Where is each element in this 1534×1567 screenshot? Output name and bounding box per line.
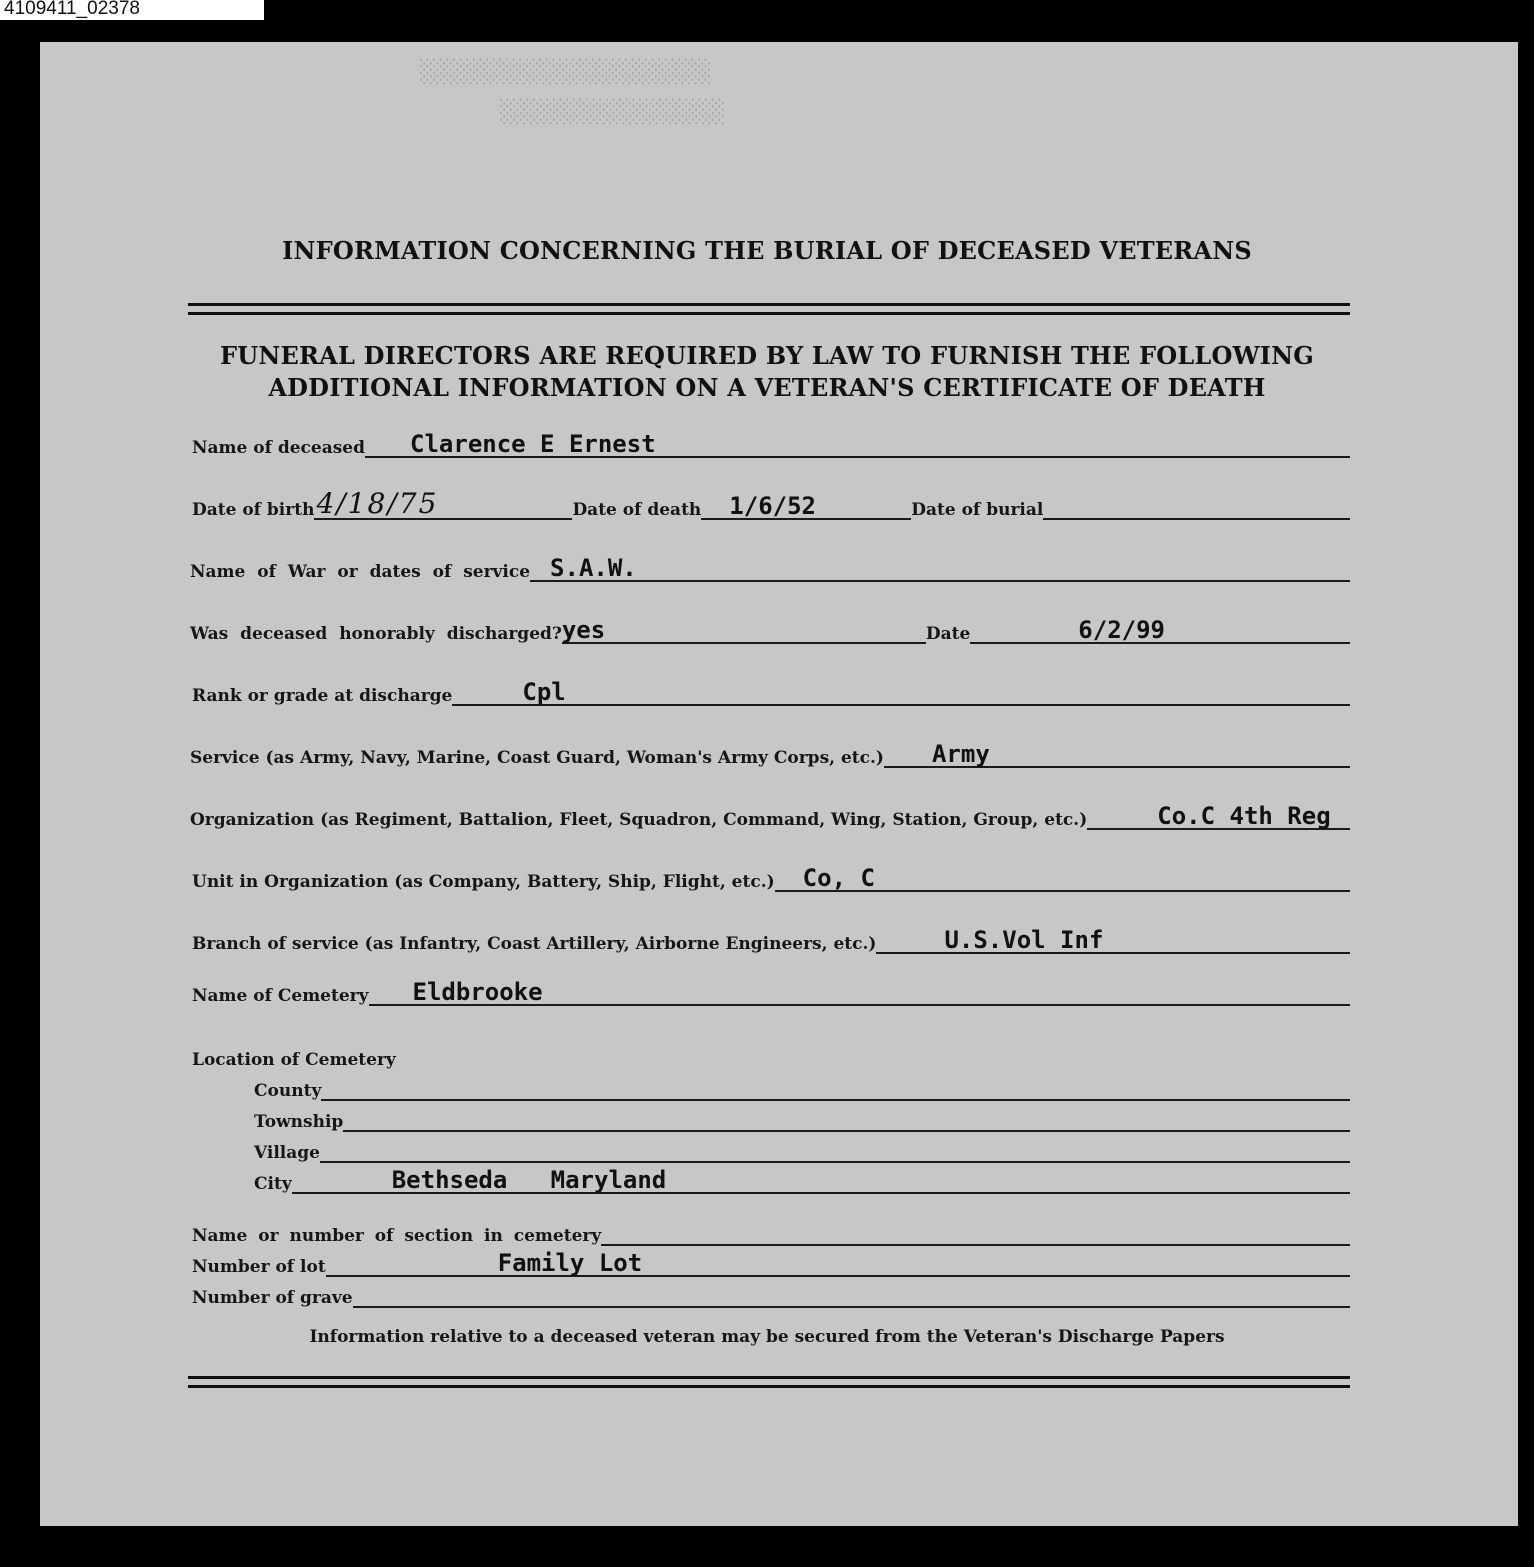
lot-value: Family Lot xyxy=(497,1249,643,1277)
section-label: Name or number of section in cemetery xyxy=(192,1226,602,1246)
organization-value: Co.C 4th Reg xyxy=(1157,802,1331,830)
form-subtitle xyxy=(0,340,1534,404)
form-title: INFORMATION CONCERNING THE BURIAL OF DECEASED VETERANS xyxy=(282,236,1252,265)
field-city xyxy=(254,1168,1350,1194)
branch-label: Branch of service (as Infantry, Coast Artillery, Airborne Engineers, etc.) xyxy=(192,934,877,954)
city-line[interactable] xyxy=(292,1166,1350,1194)
subtitle-line-2: ADDITIONAL INFORMATION ON A VETERAN'S CERTIFICATE OF DEATH xyxy=(268,373,1266,402)
field-grave xyxy=(192,1282,1350,1308)
name-line[interactable] xyxy=(365,430,1350,458)
grave-label: Number of grave xyxy=(192,1288,353,1308)
birth-label: Date of birth xyxy=(192,500,315,520)
lot-label: Number of lot xyxy=(192,1257,326,1277)
field-township xyxy=(254,1106,1350,1132)
organization-line[interactable] xyxy=(1087,802,1350,830)
frame-id: 4109411_02378 xyxy=(0,0,264,20)
unit-value: Co, C xyxy=(802,864,875,892)
grave-line[interactable] xyxy=(353,1284,1350,1308)
county-line[interactable] xyxy=(321,1077,1350,1101)
death-value: 1/6/52 xyxy=(729,492,816,520)
village-line[interactable] xyxy=(320,1139,1350,1163)
field-unit xyxy=(192,866,1350,892)
city-value: Bethseda Maryland xyxy=(391,1166,667,1194)
organization-label: Organization (as Regiment, Battalion, Fleet, Squadron, Command, Wing, Station, Group, etc.) xyxy=(190,810,1088,830)
discharge-date-label: Date xyxy=(925,624,971,644)
branch-line[interactable] xyxy=(876,926,1350,954)
birth-line[interactable] xyxy=(314,487,572,520)
subtitle-line-1: FUNERAL DIRECTORS ARE REQUIRED BY LAW TO FURNISH THE FOLLOWING xyxy=(219,341,1315,370)
field-branch xyxy=(192,928,1350,954)
field-name xyxy=(192,432,1350,458)
field-lot xyxy=(192,1251,1350,1277)
war-line[interactable] xyxy=(530,554,1350,582)
service-line[interactable] xyxy=(884,740,1350,768)
cemetery-label: Name of Cemetery xyxy=(192,986,369,1006)
county-label: County xyxy=(254,1081,322,1101)
branch-value: U.S.Vol Inf xyxy=(944,926,1104,954)
burial-line[interactable] xyxy=(1043,496,1350,520)
rank-line[interactable] xyxy=(452,678,1350,706)
location-label: Location of Cemetery xyxy=(192,1050,396,1070)
field-rank xyxy=(192,680,1350,706)
location-heading xyxy=(192,1044,792,1070)
field-county xyxy=(254,1075,1350,1101)
bleed-through-text: ░░░░░░░░░░░░░░░░░ xyxy=(500,100,726,125)
double-rule xyxy=(188,303,1350,315)
honorable-value: yes xyxy=(561,616,606,644)
field-cemetery xyxy=(192,980,1350,1006)
double-rule-bottom xyxy=(188,1376,1350,1388)
village-label: Village xyxy=(254,1143,320,1163)
field-organization xyxy=(190,804,1350,830)
war-label: Name of War or dates of service xyxy=(190,562,531,582)
honorable-label: Was deceased honorably discharged? xyxy=(190,624,562,644)
burial-label: Date of burial xyxy=(911,500,1044,520)
death-label: Date of death xyxy=(572,500,702,520)
service-value: Army xyxy=(931,740,990,768)
birth-value: 4/18/75 xyxy=(316,487,439,520)
unit-label: Unit in Organization (as Company, Battery, Ship, Flight, etc.) xyxy=(192,872,775,892)
field-war xyxy=(190,556,1350,582)
rank-label: Rank or grade at discharge xyxy=(192,686,453,706)
township-label: Township xyxy=(254,1112,344,1132)
section-line[interactable] xyxy=(601,1222,1350,1246)
lot-line[interactable] xyxy=(326,1249,1350,1277)
unit-line[interactable] xyxy=(775,864,1350,892)
field-dates xyxy=(192,487,1350,520)
bleed-through-text: ░░░░░░░░░░░░░░░░░░░░░░ xyxy=(420,60,712,85)
name-label: Name of deceased xyxy=(192,438,366,458)
township-line[interactable] xyxy=(343,1108,1350,1132)
name-value: Clarence E Ernest xyxy=(410,430,656,458)
field-village xyxy=(254,1137,1350,1163)
cemetery-value: Eldbrooke xyxy=(412,978,543,1006)
field-service xyxy=(190,742,1350,768)
death-line[interactable] xyxy=(701,492,911,520)
war-value: S.A.W. xyxy=(550,554,637,582)
field-discharge xyxy=(190,618,1350,644)
city-label: City xyxy=(254,1174,292,1194)
rank-value: Cpl xyxy=(522,678,566,706)
field-section xyxy=(192,1220,1350,1246)
cemetery-line[interactable] xyxy=(369,978,1351,1006)
service-label: Service (as Army, Navy, Marine, Coast Guard, Woman's Army Corps, etc.) xyxy=(190,748,884,768)
footer-note: Information relative to a deceased veteran may be secured from the Veteran's Discharge Papers xyxy=(309,1327,1225,1347)
discharge-date-line[interactable] xyxy=(970,616,1350,644)
honorable-line[interactable] xyxy=(561,616,926,644)
discharge-date-value: 6/2/99 xyxy=(1078,616,1165,644)
